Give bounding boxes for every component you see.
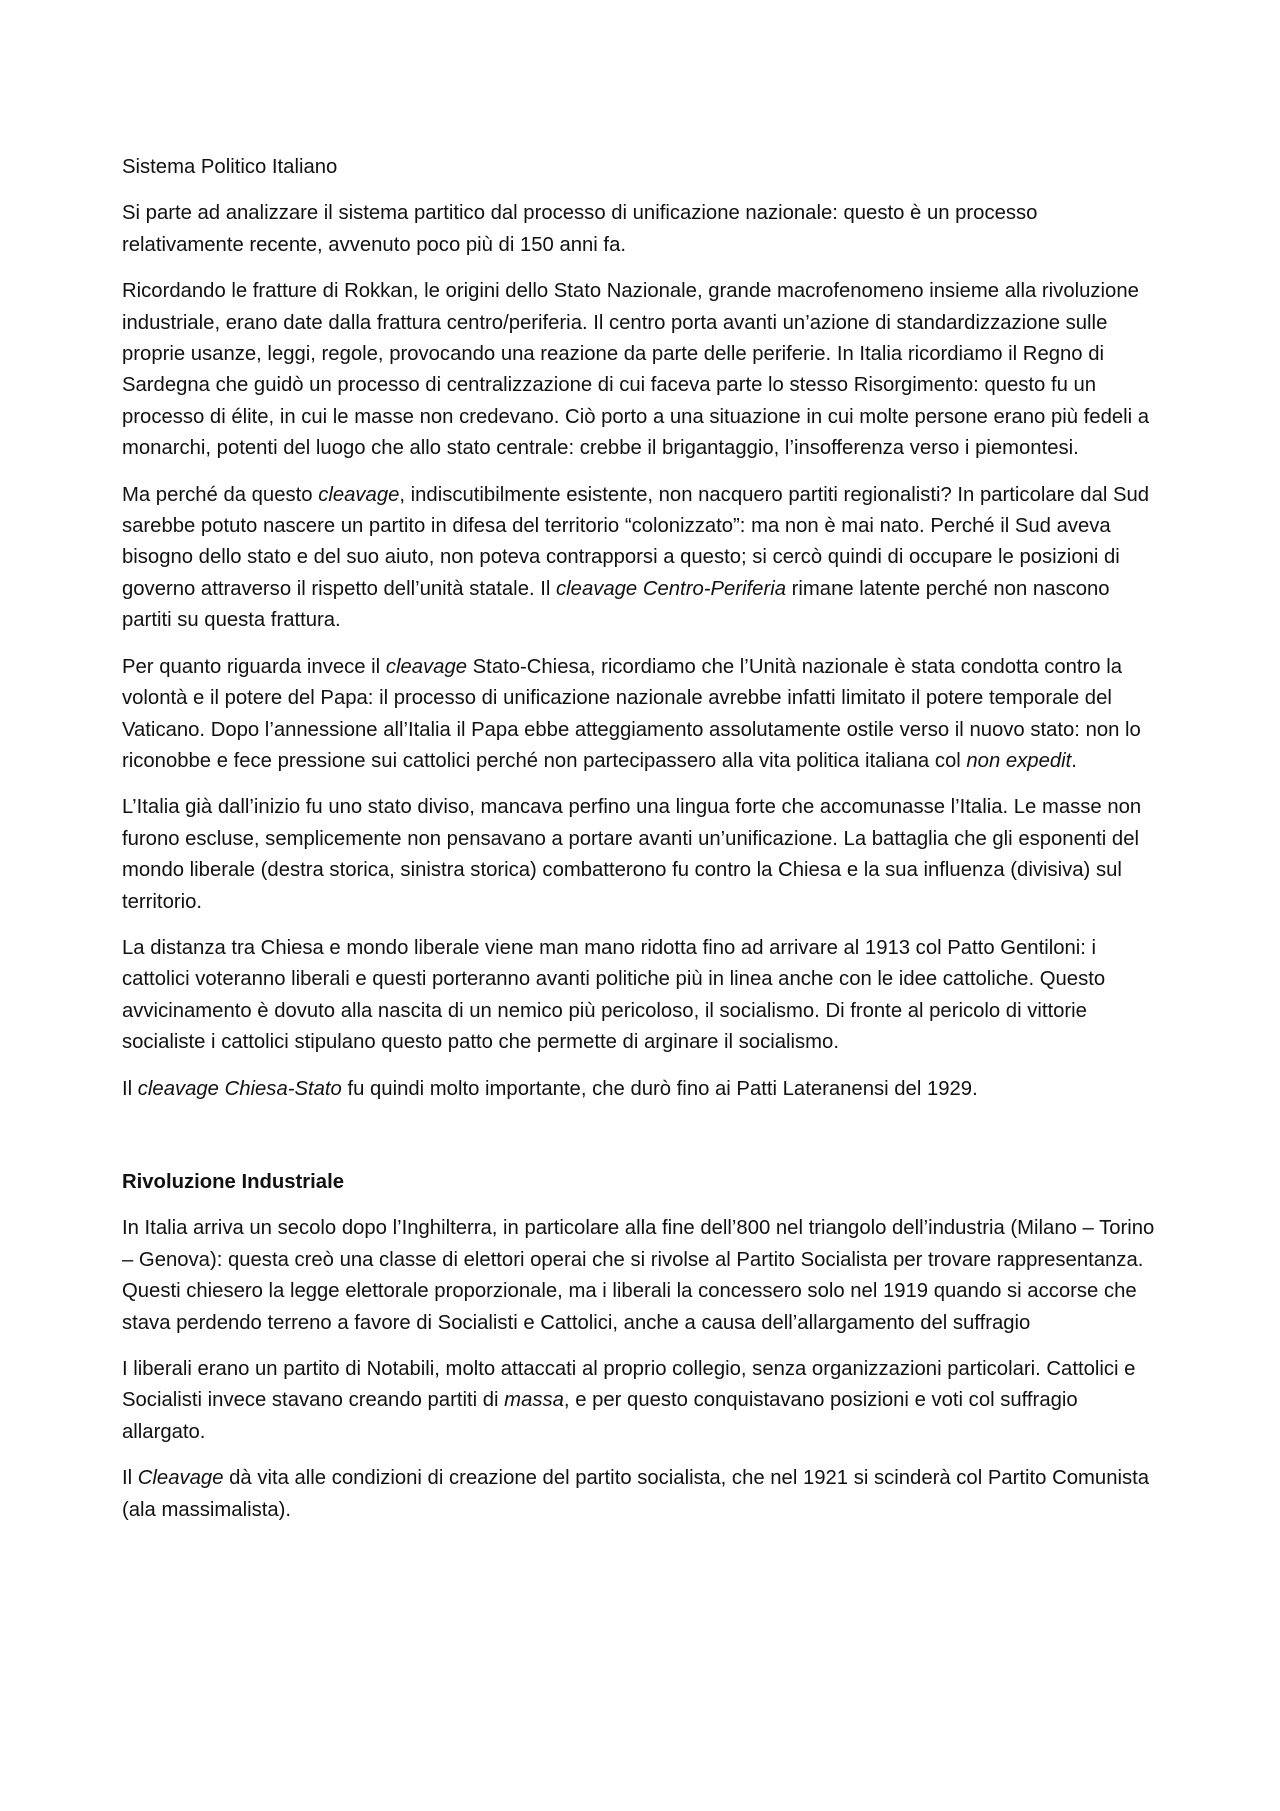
text-run: rimane latente perché non nascono partiti su questa frattura. (122, 577, 1110, 632)
italic-text: cleavage Chiesa-Stato (137, 1077, 342, 1100)
section-heading-rivoluzione-industriale: Rivoluzione Industriale (122, 1170, 344, 1193)
paragraph (122, 792, 1162, 918)
text-run: , indiscutibilmente esistente, non nacquero partiti regionalisti? In particolare dal Sud sarebbe potuto nascere un partito in difesa del territorio “colonizzato”: ma non è mai nato. Perché il Sud aveva bisogno dello stato e del suo aiuto, non poteva contrapporsi a questo; si cercò quindi di occupare le posizioni di governo attraverso il rispetto dell’unità statale. Il (122, 483, 1150, 600)
text-run: Si parte ad analizzare il sistema partitico dal processo di unificazione nazionale: questo è un processo relativamente recente, avvenuto poco più di 150 anni fa. (122, 202, 1038, 256)
text-run: fu quindi molto importante, che durò fino ai Patti Lateranensi del 1929. (341, 1077, 978, 1100)
paragraph (122, 480, 1162, 637)
text-run: In Italia arriva un secolo dopo l’Inghilterra, in particolare alla fine dell’800 nel triangolo dell’industria (Milano – Torino – Genova): questa creò una classe di elettori operai che si rivolse al Partito Socialista per trovare rappresentanza. Questi chiesero la legge elettorale proporzionale, ma i liberali la concessero solo nel 1919 quando si accorse che stava perdendo terreno a favore di Socialisti e Cattolici, anche a causa dell’allargamento del suffragio (122, 1217, 1155, 1334)
italic-text: non expedit (966, 749, 1072, 772)
italic-text: cleavage (318, 483, 400, 506)
document-title: Sistema Politico Italiano (122, 156, 338, 178)
text-run: Il (122, 1467, 138, 1490)
italic-text: massa (504, 1389, 564, 1412)
text-run: I liberali erano un partito di Notabili, molto attaccati al proprio collegio, senza organizzazioni particolari. Cattolici e Socialisti invece stavano creando partiti di (122, 1358, 1136, 1412)
text-run: Stato-Chiesa, ricordiamo che l’Unità nazionale è stata condotta contro la volontà e il potere del Papa: il processo di unificazione nazionale avrebbe infatti limitato il potere temporale del Vaticano. Dopo l’annessione all’Italia il Papa ebbe atteggiamento assolutamente ostile verso il nuovo stato: non lo riconobbe e fece pressione sui cattolici perché non partecipassero alla vita politica italiana col (122, 655, 1141, 772)
paragraph (122, 1463, 1162, 1526)
text-run: Per quanto riguarda invece il (122, 655, 386, 678)
italic-text: Cleavage (137, 1467, 224, 1490)
text-run: , e per questo conquistavano posizioni e voti col suffragio allargato. (122, 1389, 1078, 1443)
paragraph (122, 1354, 1162, 1448)
section-rivoluzione-industriale (122, 1213, 1162, 1526)
text-run: Il (122, 1077, 138, 1100)
text-run: Ma perché da questo (122, 483, 319, 506)
paragraph (122, 1074, 1162, 1105)
italic-text: cleavage (385, 655, 468, 678)
text-run: L’Italia già dall’inizio fu uno stato diviso, mancava perfino una lingua forte che accomunasse l’Italia. Le masse non furono escluse, semplicemente non pensavano a portare avanti un’unificazione. La battaglia che gli esponenti del mondo liberale (destra storica, sinistra storica) combatterono fu contro la Chiesa e la sua influenza (divisiva) sul territorio. (122, 796, 1142, 913)
text-run: Ricordando le fratture di Rokkan, le origini dello Stato Nazionale, grande macrofenomeno insieme alla rivoluzione industriale, erano date dalla frattura centro/periferia. Il centro porta avanti un’azione di standardizzazione sulle proprie usanze, leggi, regole, provocando una reazione da parte delle periferie. In Italia ricordiamo il Regno di Sardegna che guidò un processo di centralizzazione di cui faceva parte lo stesso Risorgimento: questo fu un processo di élite, in cui le masse non credevano. Ciò porto a una situazione in cui molte persone erano più fedeli a monarchi, potenti del luogo che allo stato centrale: crebbe il brigantaggio, l’insofferenza verso i piemontesi. (122, 280, 1150, 460)
paragraph (122, 933, 1162, 1059)
paragraph (122, 198, 1162, 261)
italic-text: cleavage Centro-Periferia (556, 577, 786, 600)
document-body (122, 152, 1162, 1541)
text-run: dà vita alle condizioni di creazione del partito socialista, che nel 1921 si scinderà col Partito Comunista (ala massimalista). (122, 1467, 1150, 1521)
section-sistema-politico (122, 198, 1162, 1105)
paragraph (122, 652, 1162, 778)
paragraph (122, 276, 1162, 464)
text-run: La distanza tra Chiesa e mondo liberale viene man mano ridotta fino ad arrivare al 1913 col Patto Gentiloni: i cattolici voteranno liberali e questi porteranno avanti politiche più in linea anche con le idee cattoliche. Questo avvicinamento è dovuto alla nascita di un nemico più pericoloso, il socialismo. Di fronte al pericolo di vittorie socialiste i cattolici stipulano questo patto che permette di arginare il socialismo. (122, 936, 1106, 1054)
paragraph (122, 1213, 1162, 1339)
text-run: . (1071, 749, 1077, 772)
